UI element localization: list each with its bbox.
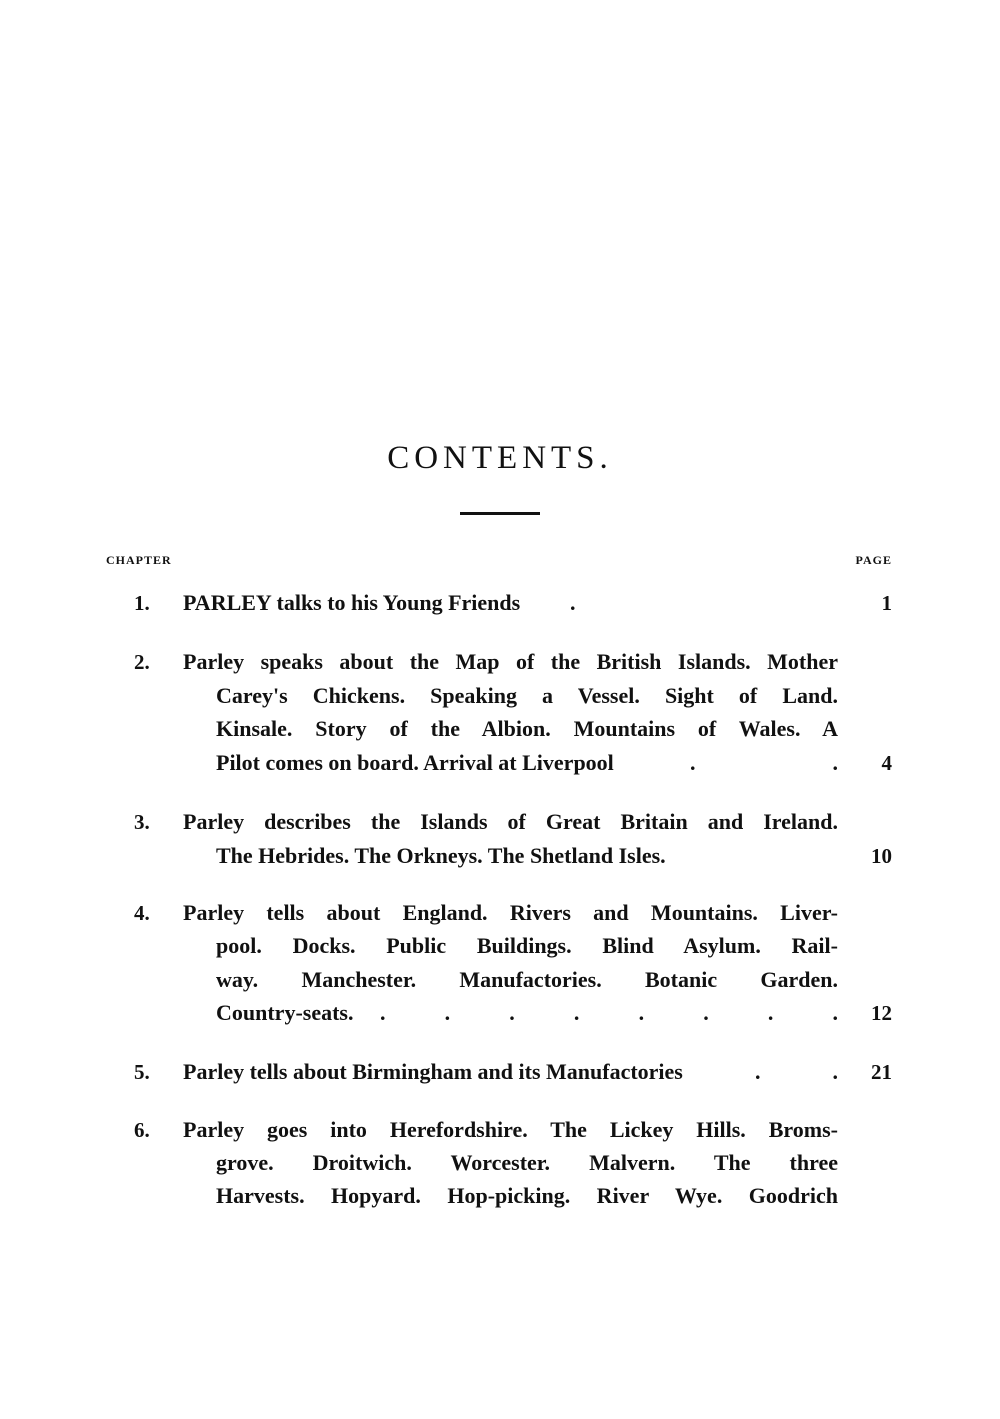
chapter-number: 4. bbox=[134, 901, 150, 925]
entry-line: Kinsale. Story of the Albion. Mountains of Wales. A bbox=[216, 716, 838, 741]
dot-leader: . bbox=[570, 590, 576, 615]
page-number: 1 bbox=[881, 591, 892, 615]
entry-line: Harvests. Hopyard. Hop-picking. River Wye. Goodrich bbox=[216, 1183, 838, 1208]
entry-line: Country-seats. bbox=[216, 1000, 354, 1025]
chapter-number: 1. bbox=[134, 591, 150, 615]
page-number: 21 bbox=[871, 1060, 892, 1084]
dot-leader: . . bbox=[690, 750, 838, 775]
page-title: CONTENTS. bbox=[387, 440, 613, 476]
entry-line: way. Manchester. Manufactories. Botanic Garden. bbox=[216, 967, 838, 992]
chapter-number: 2. bbox=[134, 650, 150, 674]
entry-line: The Hebrides. The Orkneys. The Shetland Isles. bbox=[216, 843, 666, 868]
chapter-number: 6. bbox=[134, 1118, 150, 1142]
entry-line: Parley describes the Islands of Great Britain and Ireland. bbox=[183, 809, 838, 834]
page-header: PAGE bbox=[855, 553, 892, 567]
entry-line: Parley tells about Birmingham and its Manufactories bbox=[183, 1059, 683, 1084]
entry-line: Parley goes into Herefordshire. The Lickey Hills. Broms- bbox=[183, 1117, 838, 1142]
page-number: 4 bbox=[881, 751, 892, 775]
entry-line: Parley tells about England. Rivers and Mountains. Liver- bbox=[183, 900, 838, 925]
entry-line: PARLEY talks to his Young Friends bbox=[183, 590, 521, 615]
page-number: 10 bbox=[871, 844, 892, 868]
entry-line: Parley speaks about the Map of the British Islands. Mother bbox=[183, 649, 838, 674]
title-rule bbox=[460, 512, 540, 515]
chapter-number: 3. bbox=[134, 810, 150, 834]
page-number: 12 bbox=[871, 1001, 892, 1025]
dot-leader: . . bbox=[755, 1059, 838, 1084]
chapter-header: CHAPTER bbox=[106, 553, 172, 567]
dot-leader: . . . . . . . . bbox=[380, 1000, 838, 1025]
entry-line: pool. Docks. Public Buildings. Blind Asylum. Rail- bbox=[216, 933, 838, 958]
chapter-number: 5. bbox=[134, 1060, 150, 1084]
entry-line: Pilot comes on board. Arrival at Liverpool bbox=[216, 750, 614, 775]
entry-line: Carey's Chickens. Speaking a Vessel. Sight of Land. bbox=[216, 683, 838, 708]
entry-line: grove. Droitwich. Worcester. Malvern. The three bbox=[216, 1150, 838, 1175]
